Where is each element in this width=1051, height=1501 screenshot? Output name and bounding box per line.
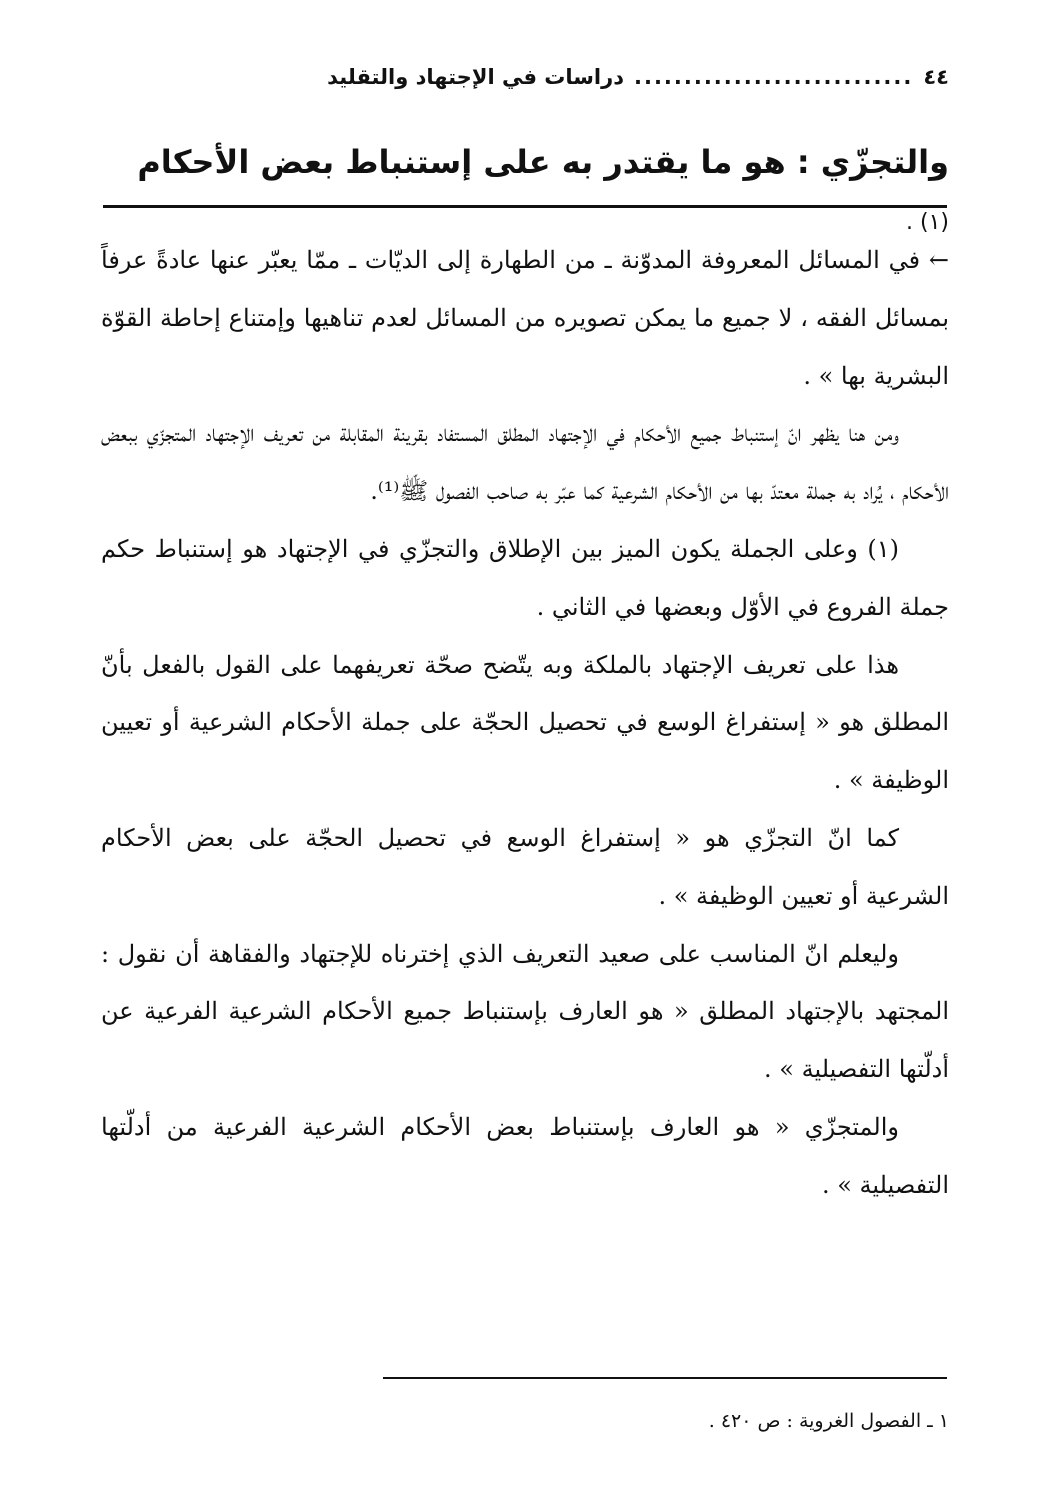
leader-dots: ............................ xyxy=(633,65,914,89)
heading-divider xyxy=(103,205,947,208)
footnote-divider xyxy=(383,1377,947,1379)
section-heading-text: والتجزّي : هو ما يقتدر به على إستنباط بعض الأحكام xyxy=(137,143,949,181)
paragraph: والمتجزّي « هو العارف بإستنباط بعض الأحكام الشرعية الفرعية من أدلّتها التفصيلية » . xyxy=(101,1112,949,1199)
book-title: دراسات في الإجتهاد والتقليد xyxy=(327,65,624,89)
paragraph-continued: ← في المسائل المعروفة المدوّنة ـ من الطهارة إلى الديّات ـ ممّا يعبّر عنها عادةً عرفاً بمسائل الفقه ، لا جميع ما يمكن تصويره من المسائل لعدم تناهيها وإمتناع إحاطة القوّة البشرية بها » . xyxy=(101,246,949,390)
paragraph: ومن هنا يظهر انّ إستنباط جميع الأحكام في الإجتهاد المطلق المستفاد بقرينة المقابلة من تعريف الإجتهاد المتجزّي ببعض الأحكام ، يُراد به جملة معتدّ بها من الأحكام الشرعية كما عبّر به صاحب الفصول ﷺ⁽¹⁾. xyxy=(101,419,949,506)
paragraph: كما انّ التجزّي هو « إستفراغ الوسع في تحصيل الحجّة على بعض الأحكام الشرعية أو تعيين الوظيفة » . xyxy=(101,823,949,910)
paragraph: (١) وعلى الجملة يكون الميز بين الإطلاق والتجزّي في الإجتهاد هو إستنباط حكم جملة الفروع في الأوّل وبعضها في الثاني . xyxy=(101,534,949,621)
heading-footnote-ref: (١) . xyxy=(906,210,949,235)
paragraph: وليعلم انّ المناسب على صعيد التعريف الذي إخترناه للإجتهاد والفقاهة أن نقول : المجتهد بالإجتهاد المطلق « هو العارف بإستنباط جميع الأحكام الشرعية الفرعية عن أدلّتها التفصيلية » . xyxy=(101,939,949,1084)
page-number: ٤٤ xyxy=(923,65,949,89)
running-header xyxy=(101,60,949,94)
paragraph: هذا على تعريف الإجتهاد بالملكة وبه يتّضح صحّة تعريفهما على القول بالفعل بأنّ المطلق هو « إستفراغ الوسع في تحصيل الحجّة على جملة الأحكام الشرعية أو تعيين الوظيفة » . xyxy=(101,650,949,795)
footnote: ١ ـ الفصول الغروية : ص ٤٢٠ . xyxy=(708,1410,949,1432)
body-text xyxy=(101,232,949,1215)
